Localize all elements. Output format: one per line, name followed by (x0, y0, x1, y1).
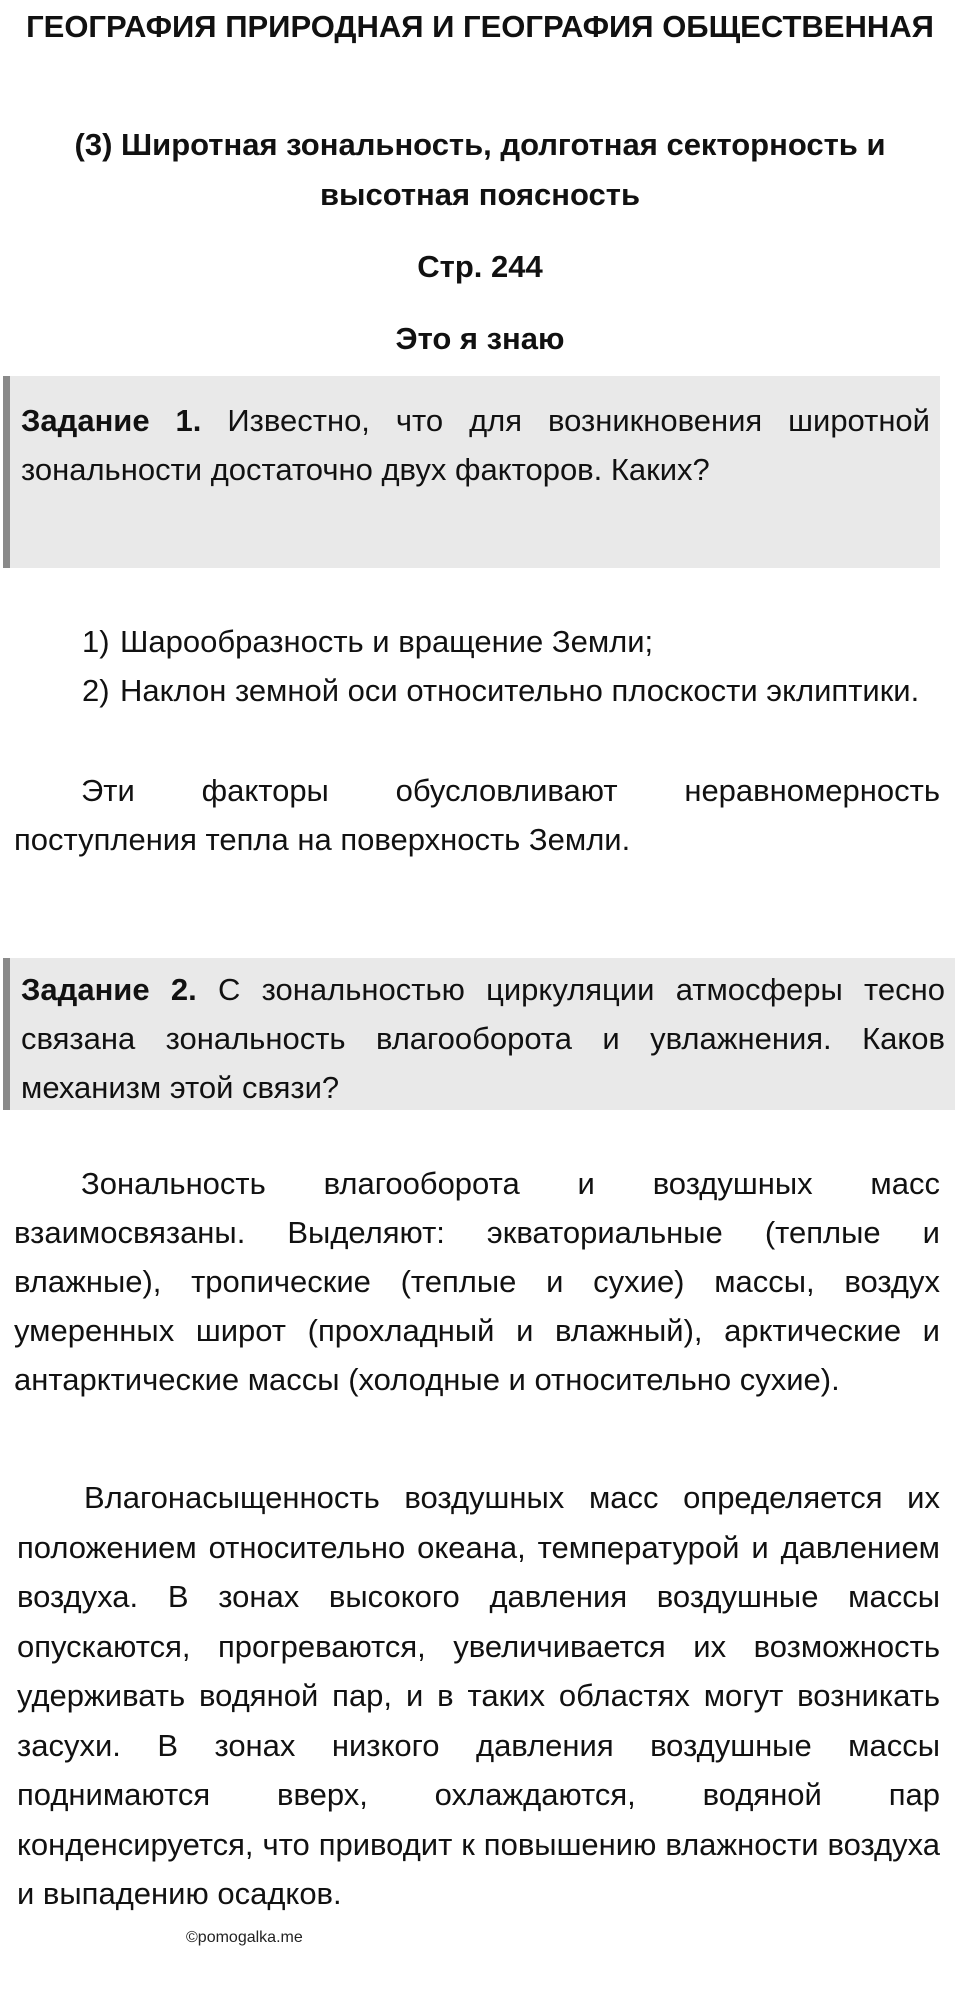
answer-2-paragraph-2: Влагонасыщенность воздушных масс определяется их положением относительно океана, температурой и давлением воздуха. В зонах высокого давления воздушные массы опускаются, прогреваются, увеличивается их возможность удерживать водяной пар, и в таких областях могут возникать засухи. В зонах низкого давления воздушные массы поднимаются вверх, охлаждаются, водяной пар конденсируется, что приводит к повышению влажности воздуха и выпадению осадков. (17, 1480, 940, 1911)
task-1-box (3, 376, 940, 568)
list-item-number: 1) (82, 624, 110, 659)
task-1-question: Известно, что для возникновения широтной зональности достаточно двух факторов. Каких? (21, 403, 930, 487)
task-2-question: С зональностью циркуляции атмосферы тесно связана зональность влагооборота и увлажнения. Каков механизм этой связи? (21, 972, 945, 1105)
task-2-label: Задание 2. (21, 972, 197, 1007)
answer-1-list (82, 617, 940, 715)
list-item-number: 2) (82, 673, 110, 708)
list-item-text: Шарообразность и вращение Земли; (120, 624, 654, 659)
section-label: Это я знаю (395, 321, 565, 356)
answer-2-paragraph-1: Зональность влагооборота и воздушных масс взаимосвязаны. Выделяют: экваториальные (теплые и влажные), тропические (теплые и сухие) массы, воздух умеренных широт (прохладный и влажный), арктические и антарктические массы (холодные и относительно сухие). (14, 1166, 940, 1397)
document-title: ГЕОГРАФИЯ ПРИРОДНАЯ И ГЕОГРАФИЯ ОБЩЕСТВЕННАЯ (26, 9, 934, 44)
task-2-box (3, 958, 955, 1110)
section-subtitle: (3) Широтная зональность, долготная секторность и высотная поясность (74, 127, 886, 212)
list-item-text: Наклон земной оси относительно плоскости эклиптики. (120, 673, 920, 708)
list-item (82, 617, 940, 666)
task-1-label: Задание 1. (21, 403, 202, 438)
watermark: ©pomogalka.me (186, 1929, 303, 1946)
list-item (82, 666, 940, 715)
page-number: Стр. 244 (417, 249, 543, 284)
answer-1-paragraph: Эти факторы обусловливают неравномерность поступления тепла на поверхность Земли. (14, 773, 940, 857)
